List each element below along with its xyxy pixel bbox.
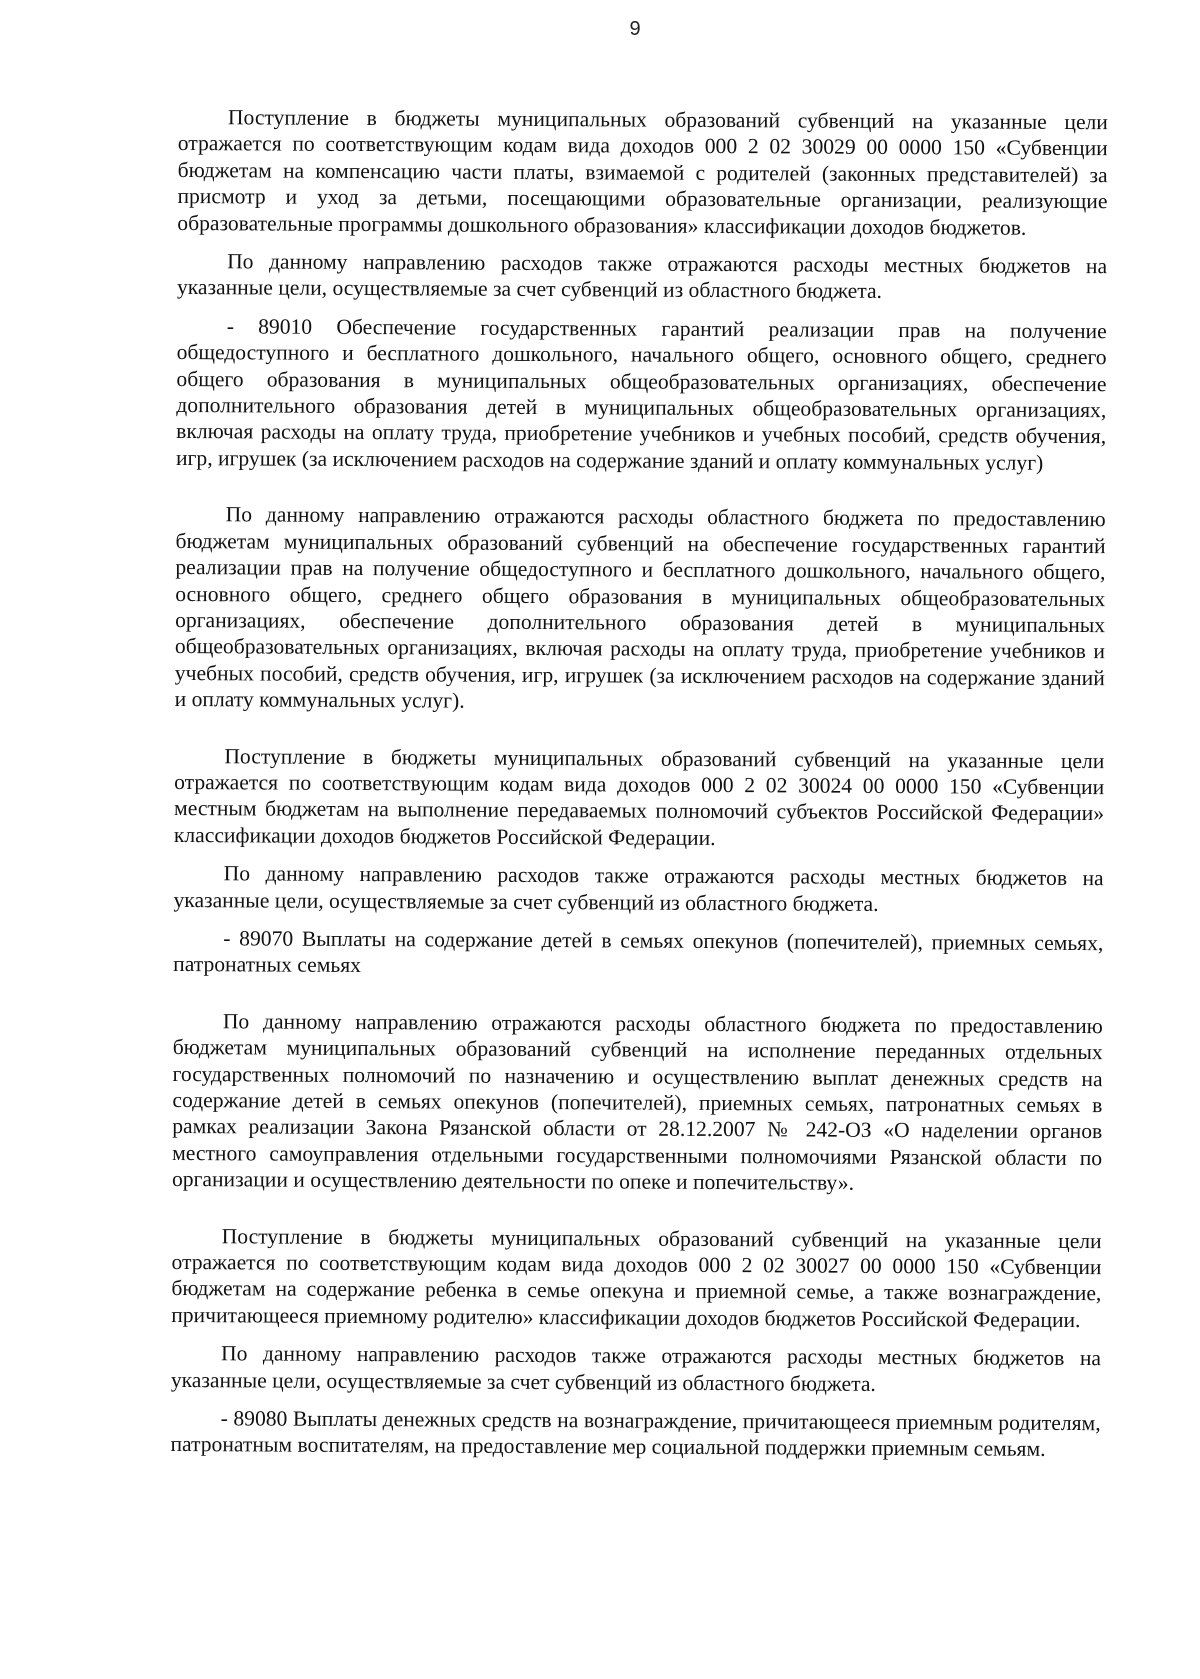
paragraph-regional-budget-expenses: По данному направлению отражаются расходы областного бюджета по предоставлению бюджетам муниципальных образований субвенций на обеспечение государственных гарантий реализации прав на получение общедоступного и бесплатного дошкольного, начального общего, основного общего, среднего общего образования в муниципальных общеобразовательных организациях, обеспечение дополнительного образования детей в муниципальных общеобразовательных организациях, включая расходы на оплату труда, приобретение учебников и учебных пособий, средств обучения, игр, игрушек (за исключением расходов на содержание зданий и оплату коммунальных услуг).	[174, 502, 1106, 713]
paragraph-local-budget-expenses: По данному направлению расходов также отражаются расходы местных бюджетов на указанные цели, осуществляемые за счет субвенций из областного бюджета.	[170, 1341, 1102, 1396]
page-number: 9	[629, 18, 641, 40]
paragraph-subvention-income-30029: Поступление в бюджеты муниципальных образований субвенций на указанные цели отражается по соответствующим кодам вида доходов 000 2 02 30029 00 0000 150 «Субвенции бюджетам на компенсацию части платы, взимаемой с родителей (законных представителей) за присмотр и уход за детьми, посещающими образовательные организации, реализующие образовательные программы дошкольного образования» классификации доходов бюджетов.	[177, 105, 1108, 240]
paragraph-subvention-income-30027: Поступление в бюджеты муниципальных образований субвенций на указанные цели отражается по соответствующим кодам вида доходов 000 2 02 30027 00 0000 150 «Субвенции бюджетам на содержание ребенка в семье опекуна и приемной семье, а также вознаграждение, причитающееся приемному родителю» классификации доходов бюджетов Российской Федерации.	[171, 1223, 1102, 1332]
paragraph-regional-budget-expenses: По данному направлению отражаются расходы областного бюджета по предоставлению бюджетам муниципальных образований субвенций на исполнение переданных отдельных государственных полномочий по назначению и осуществлению выплат денежных средств на содержание детей в семьях опекунов (попечителей), приемных семьях, патронатных семьях в рамках реализации Закона Рязанской области от 28.12.2007 № 242-ОЗ «О наделении органов местного самоуправления отдельными государственными полномочиями Рязанской области по организации и осуществлению деятельности по опеке и попечительству».	[171, 1009, 1103, 1196]
expense-item-89080: - 89080 Выплаты денежных средств на вознаграждение, причитающееся приемным родителям, патронатным воспитателям, на предоставление мер социальной поддержки приемным семьям.	[170, 1406, 1101, 1462]
expense-item-89010: - 89010 Обеспечение государственных гарантий реализации прав на получение общедоступного и бесплатного дошкольного, начального общего, основного общего, среднего общего образования в муниципальных общеобразовательных организациях, обеспечение дополнительного образования детей в муниципальных общеобразовательных организациях, включая расходы на оплату труда, приобретение учебников и учебных пособий, средств обучения, игр, игрушек (за исключением расходов на содержание зданий и оплату коммунальных услуг)	[175, 314, 1107, 475]
paragraph-local-budget-expenses: По данному направлению расходов также отражаются расходы местных бюджетов на указанные цели, осуществляемые за счет субвенций из областного бюджета.	[173, 861, 1104, 916]
document-body	[170, 104, 1108, 1463]
expense-item-89070: - 89070 Выплаты на содержание детей в семьях опекунов (попечителей), приемных семьях, патронатных семьях	[173, 926, 1104, 978]
paragraph-local-budget-expenses: По данному направлению расходов также отражаются расходы местных бюджетов на указанные цели, осуществляемые за счет субвенций из областного бюджета.	[176, 249, 1108, 304]
paragraph-subvention-income-30024: Поступление в бюджеты муниципальных образований субвенций на указанные цели отражается по соответствующим кодам вида доходов 000 2 02 30024 00 0000 150 «Субвенции местным бюджетам на выполнение передаваемых полномочий субъектов Российской Федерации» классификации доходов бюджетов Российской Федерации.	[173, 743, 1105, 850]
